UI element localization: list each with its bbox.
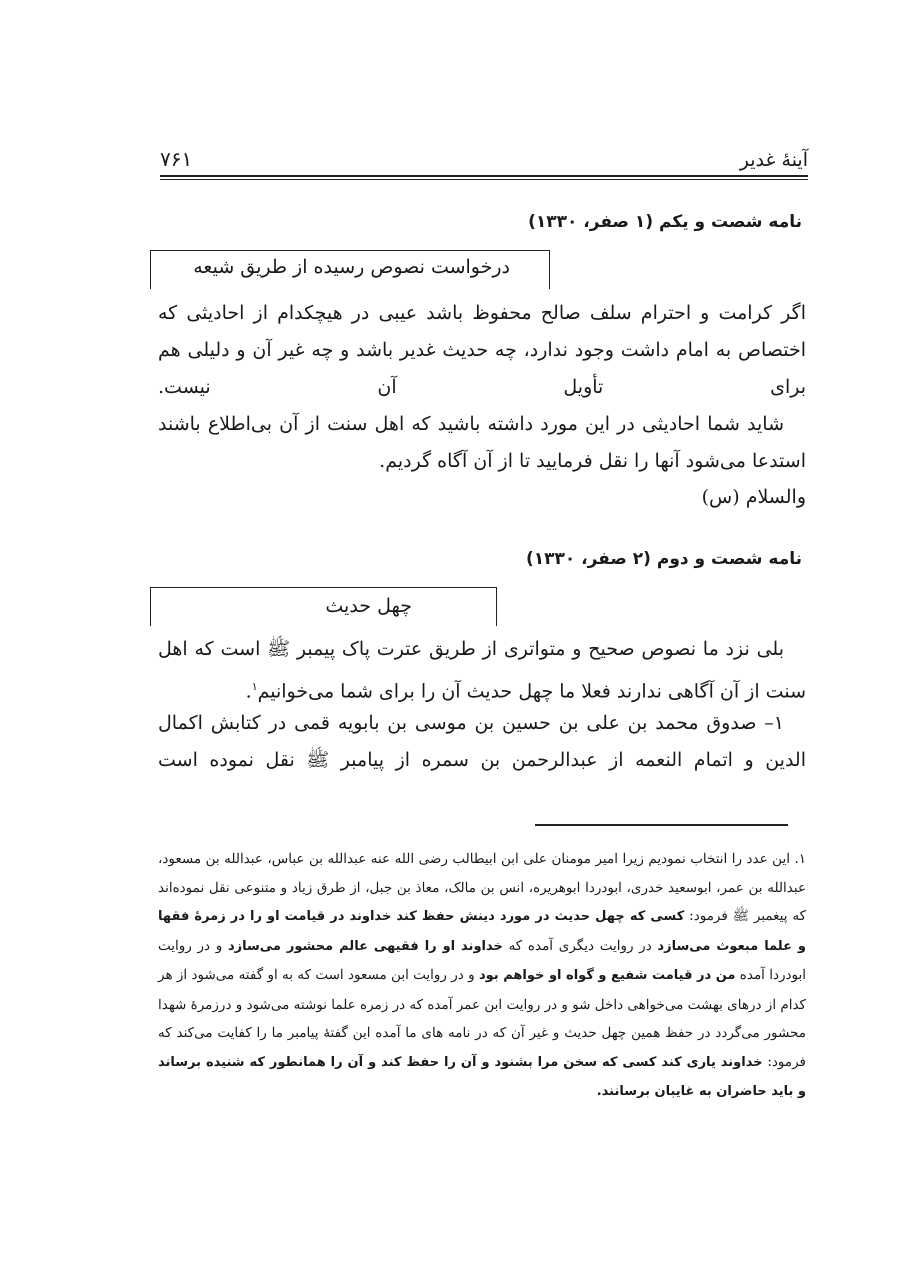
- letter-62-paragraph-2: ۱– صدوق محمد بن علی بن حسین بن موسی بن بابویه قمی در کتابش اکمال الدین و اتمام النعمه از عبدالرحمن بن سمره از پیامبر ﷺ نقل نموده است: [158, 712, 806, 771]
- letter-61-paragraph-2: شاید شما احادیثی در این مورد داشته باشید که اهل سنت از آن بی‌اطلاع باشند استدعا می‌شود آنها را نقل فرمایید تا از آن آگاه گردیم.: [158, 413, 806, 472]
- running-header-title: آینهٔ غدیر: [739, 149, 808, 171]
- header-rule-thin: [160, 179, 808, 180]
- letter-61-subtitle: درخواست نصوص رسیده از طریق شیعه: [193, 256, 510, 278]
- letter-61-signoff: والسلام (س): [701, 486, 806, 508]
- letter-62-paragraph-1-text: بلی نزد ما نصوص صحیح و متواتری از طریق عترت پاک پیمبر ﷺ است که اهل سنت از آن آگاهی ندارند فعلا ما چهل حدیث آن را برای شما می‌خوانیم: [158, 638, 806, 703]
- footnote-text-2: در روایت دیگری آمده که: [508, 937, 652, 954]
- footnote-bold-3: من در قیامت شفیع و گواه او خواهم بود: [478, 968, 736, 983]
- footnote-text-4: و در روایت ابن مسعود است که به او گفته می‌شود از هر کدام از درهای بهشت می‌خواهی داخل شو و در روایت ابن عمر آمده که در زمره علما نوشته می‌شود و درزمرهٔ شهدا محشور می‌گردد در حفظ همین چهل حدیث و غیر آن که در نامه های ما آمده این گفتهٔ پیامبر ما را کفایت می‌کند که فرمود:: [158, 967, 806, 1070]
- footnote-text-1: این عدد را انتخاب نمودیم زیرا امیر مومنان علی ابن ابیطالب رضی الله عنه عبدالله بن عباس، عبدالله بن مسعود، عبدالله بن عمر، ابوسعید خدری، ابودردا ابوهریره، انس بن مالک، معاذ بن جبل، از طرق زیاد و متنوعی نقل نموده‌اند که پیغمبر ﷺ فرمود:: [158, 851, 807, 924]
- letter-62-heading: نامه شصت و دوم (۲ صفر، ۱۳۳۰): [525, 549, 802, 569]
- footnote-text-3: و در روایت ابودردا آمده: [158, 937, 807, 983]
- footnote-bold-1: کسی که چهل حدیث در مورد دینش حفظ کند خداوند در قیامت او را در زمرهٔ فقها و علما مبعوث می‌سازد: [158, 909, 807, 954]
- footnote-reference: ۱: [251, 680, 258, 693]
- letter-62-paragraph-1: بلی نزد ما نصوص صحیح و متواتری از طریق عترت پاک پیمبر ﷺ است که اهل سنت از آن آگاهی ندارند فعلا ما چهل حدیث آن را برای شما می‌خوانیم$^۱$.: [158, 638, 806, 703]
- footnote-bold-4: خداوند یاری کند کسی که سخن مرا بشنود و آن را حفظ کند و آن را همانطور که شنیده برساند و باید حاضران به غایبان برسانند.: [158, 1054, 806, 1099]
- footnote-separator: [535, 824, 788, 826]
- footnote-bold-2: خداوند او را فقیهی عالم محشور می‌سازد: [227, 938, 503, 954]
- letter-61-paragraph-1: اگر کرامت و احترام سلف صالح محفوظ باشد عیبی در هیچکدام از احادیثی که اختصاص به امام داشت وجود ندارد، چه حدیث غدیر باشد و چه غیر آن و دلیلی هم برای تأویل آن نیست.: [158, 302, 806, 398]
- footnote: [158, 845, 806, 1107]
- letter-61-heading: نامه شصت و یکم (۱ صفر، ۱۳۳۰): [528, 212, 802, 232]
- letter-62-subtitle-box: [150, 587, 497, 626]
- footnote-marker: ۱.: [794, 851, 806, 867]
- letter-62-subtitle: چهل حدیث: [325, 595, 412, 617]
- page-number: ۷۶۱: [160, 147, 193, 171]
- header-rule: [160, 175, 808, 177]
